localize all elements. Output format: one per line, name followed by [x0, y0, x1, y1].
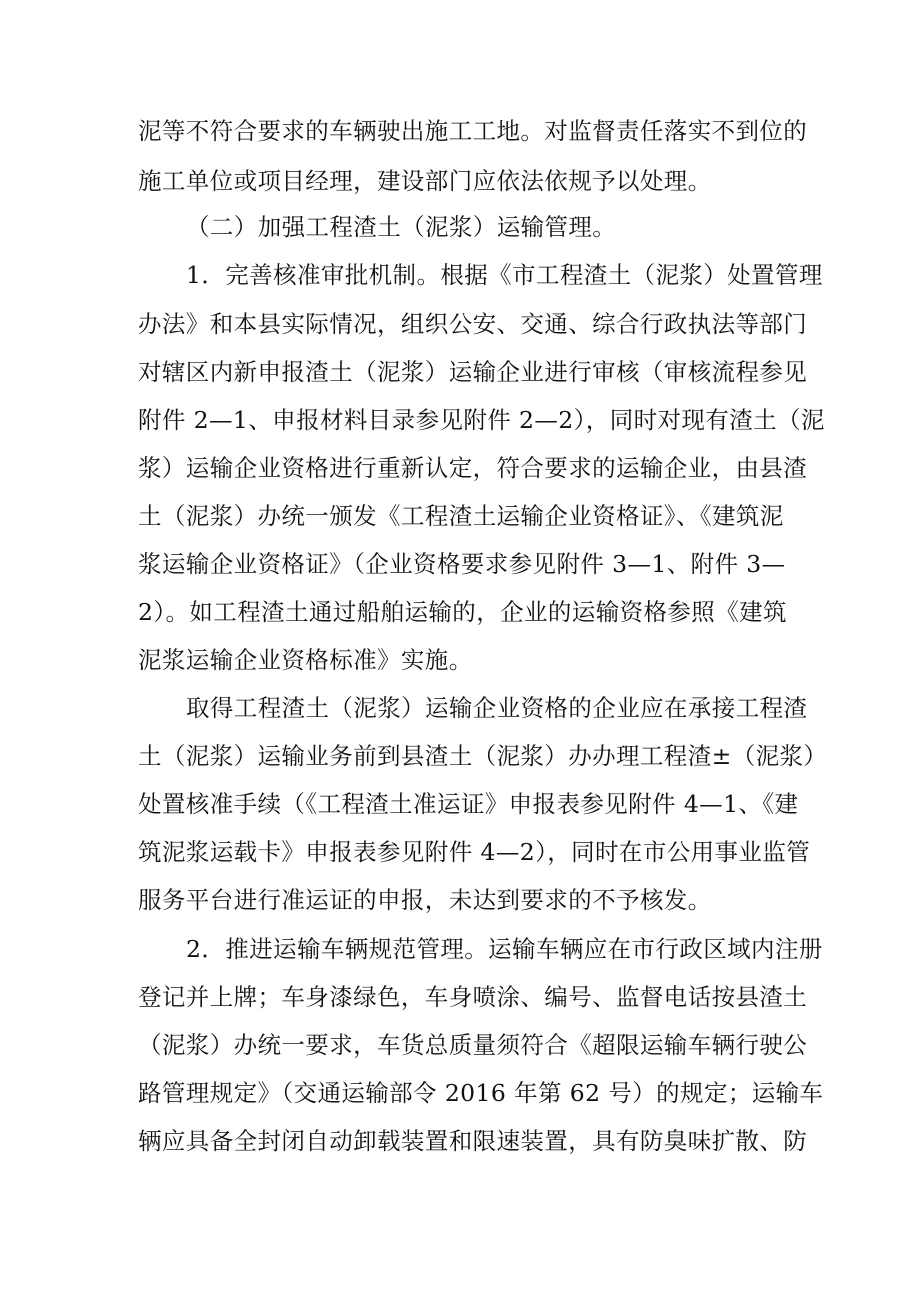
section-heading: （二）加强工程渣土（泥浆）运输管理。	[186, 213, 617, 241]
text-line-15: 处置核准手续（《工程渣土准运证》申报表参见附件 4—1、《建	[138, 790, 799, 818]
text-line-7: 附件 2—1、申报材料目录参见附件 2—2），同时对现有渣土（泥	[138, 406, 825, 434]
text-line-4: 1．完善核准审批机制。根据《市工程渣土（泥浆）处置管理	[186, 261, 823, 289]
text-line-13: 取得工程渣土（泥浆）运输企业资格的企业应在承接工程渣	[186, 694, 808, 722]
text-line-22: 辆应具备全封闭自动卸载装置和限速装置，具有防臭味扩散、防	[138, 1127, 808, 1155]
text-line-10: 浆运输企业资格证》（企业资格要求参见附件 3—1、附件 3—	[138, 550, 786, 578]
text-line-19: 登记并上牌；车身漆绿色，车身喷涂、编号、监督电话按县渣土	[138, 983, 808, 1011]
text-line-16: 筑泥浆运载卡》申报表参见附件 4—2），同时在市公用事业监管	[138, 838, 811, 866]
text-line-1: 泥等不符合要求的车辆驶出施工工地。对监督责任落实不到位的	[138, 117, 808, 145]
text-line-8: 浆）运输企业资格进行重新认定，符合要求的运输企业，由县渣	[138, 454, 808, 482]
text-line-2: 施工单位或项目经理，建设部门应依法依规予以处理。	[138, 167, 712, 195]
text-line-18: 2．推进运输车辆规范管理。运输车辆应在市行政区域内注册	[186, 935, 823, 963]
text-line-11: 2）。如工程渣土通过船舶运输的，企业的运输资格参照《建筑	[138, 598, 787, 626]
text-line-12: 泥浆运输企业资格标准》实施。	[138, 646, 473, 674]
text-line-5: 办法》和本县实际情况，组织公安、交通、综合行政执法等部门	[138, 310, 808, 338]
text-line-21: 路管理规定》（交通运输部令 2016 年第 62 号）的规定；运输车	[138, 1079, 824, 1107]
text-line-17: 服务平台进行准运证的申报，未达到要求的不予核发。	[138, 886, 712, 914]
text-line-20: （泥浆）办统一要求，车货总质量须符合《超限运输车辆行驶公	[138, 1031, 808, 1059]
text-line-14: 土（泥浆）运输业务前到县渣土（泥浆）办办理工程渣±（泥浆）	[138, 742, 828, 770]
text-line-6: 对辖区内新申报渣土（泥浆）运输企业进行审核（审核流程参见	[138, 358, 808, 386]
text-line-9: 土（泥浆）办统一颁发《工程渣土运输企业资格证》、《建筑泥	[138, 502, 784, 530]
